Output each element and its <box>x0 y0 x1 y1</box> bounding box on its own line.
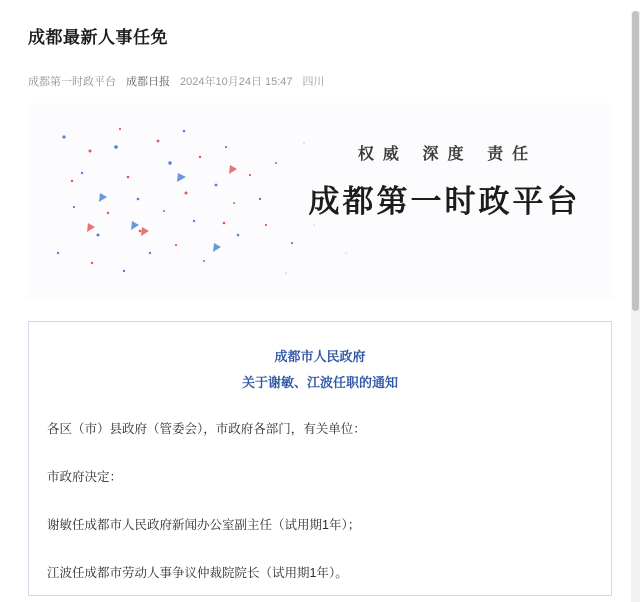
article-page <box>0 11 640 602</box>
hero-title: 成都第一时政平台 <box>308 183 581 220</box>
meta-publisher: 成都日报 <box>126 75 170 88</box>
notice-card <box>28 321 612 596</box>
notice-paragraph: 市政府决定： <box>47 469 123 484</box>
meta-platform: 成都第一时政平台 <box>28 75 116 88</box>
page-scrollbar[interactable] <box>631 11 640 602</box>
hero-text-block <box>298 141 588 221</box>
notice-body <box>47 418 593 584</box>
notice-paragraph: 谢敏任成都市人民政府新闻办公室副主任（试用期1年）； <box>47 517 361 532</box>
meta-datetime: 2024年10月24日 15:47 <box>180 75 293 88</box>
article-meta <box>0 63 640 89</box>
page-scrollbar-thumb[interactable] <box>632 11 639 311</box>
notice-paragraph: 江波任成都市劳动人事争议仲裁院院长（试用期1年）。 <box>47 565 348 580</box>
notice-paragraph: 各区（市）县政府（管委会），市政府各部门，有关单位： <box>47 421 366 436</box>
hero-subtitle: 权威 深度 责任 <box>357 143 538 163</box>
meta-region: 四川 <box>302 75 325 88</box>
notice-heading <box>47 344 593 396</box>
page-title: 成都最新人事任免 <box>28 28 168 48</box>
notice-heading-line1: 成都市人民政府 <box>274 348 366 364</box>
notice-heading-line2: 关于谢敏、江波任职的通知 <box>241 374 398 390</box>
hero-image <box>28 103 612 299</box>
